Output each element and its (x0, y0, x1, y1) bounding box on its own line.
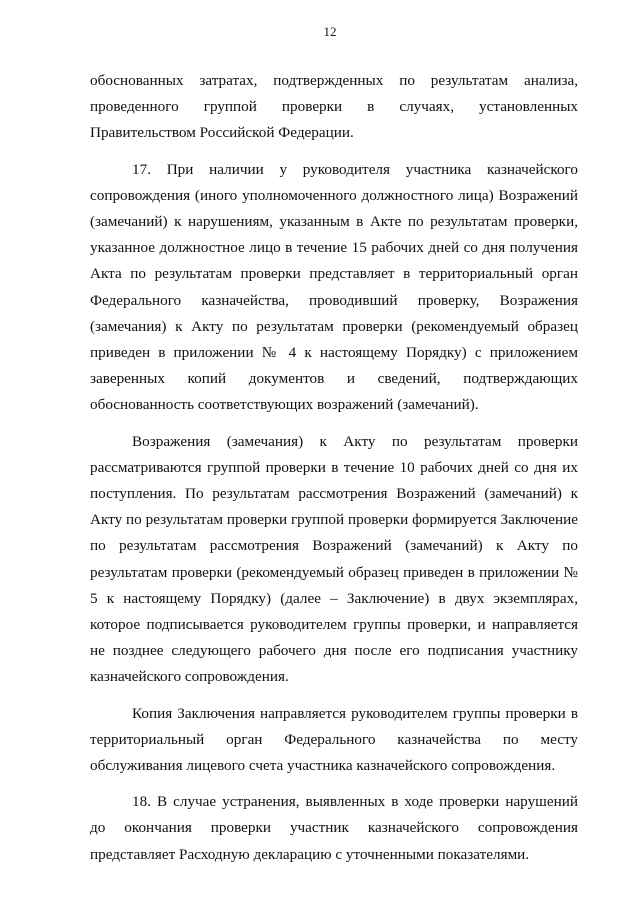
paragraph-continuation: обоснованных затратах, подтвержденных по результатам анализа, проведенного группой проверки в случаях, установленных Правительством Российской Федерации. (90, 72, 578, 142)
paragraph-18: 18. В случае устранения, выявленных в ходе проверки нарушений до окончания проверки участник казначейского сопровождения представляет Расходную декларацию с уточненными показателями. (90, 793, 578, 863)
paragraph-conclusion-copy: Копия Заключения направляется руководителем группы проверки в территориальный орган Федерального казначейства по месту обслуживания лицевого счета участника казначейского сопровождения. (90, 704, 578, 775)
document-body (90, 68, 578, 868)
page-number: 12 (323, 24, 337, 39)
paragraph-17: 17. При наличии у руководителя участника казначейского сопровождения (иного уполномоченного должностного лица) Возражений (замечаний) к нарушениям, указанным в Акте по результатам проверки, указанное должностное лицо в течение 15 рабочих дней со дня получения Акта по результатам проверки представляет в территориальный орган Федерального казначейства, проводивший проверку, Возражения (замечания) к Акту по результатам проверки (рекомендуемый образец приведен в приложении № 4 к настоящему Порядку) с приложением заверенных копий документов и сведений, подтверждающих обоснованность соответствующих возражений (замечаний). (90, 160, 578, 414)
paragraph-objections-review: Возражения (замечания) к Акту по результатам проверки рассматриваются группой проверки в течение 10 рабочих дней со дня их поступления. По результатам рассмотрения Возражений (замечаний) к Акту по результатам проверки группой проверки формируется Заключение по результатам рассмотрения Возражений (замечаний) к Акту по результатам проверки (рекомендуемый образец приведен в приложении № 5 к настоящему Порядку) (далее – Заключение) в двух экземплярах, которое подписывается руководителем группы проверки, и направляется не позднее следующего рабочего дня после его подписания участнику казначейского сопровождения. (90, 432, 578, 686)
